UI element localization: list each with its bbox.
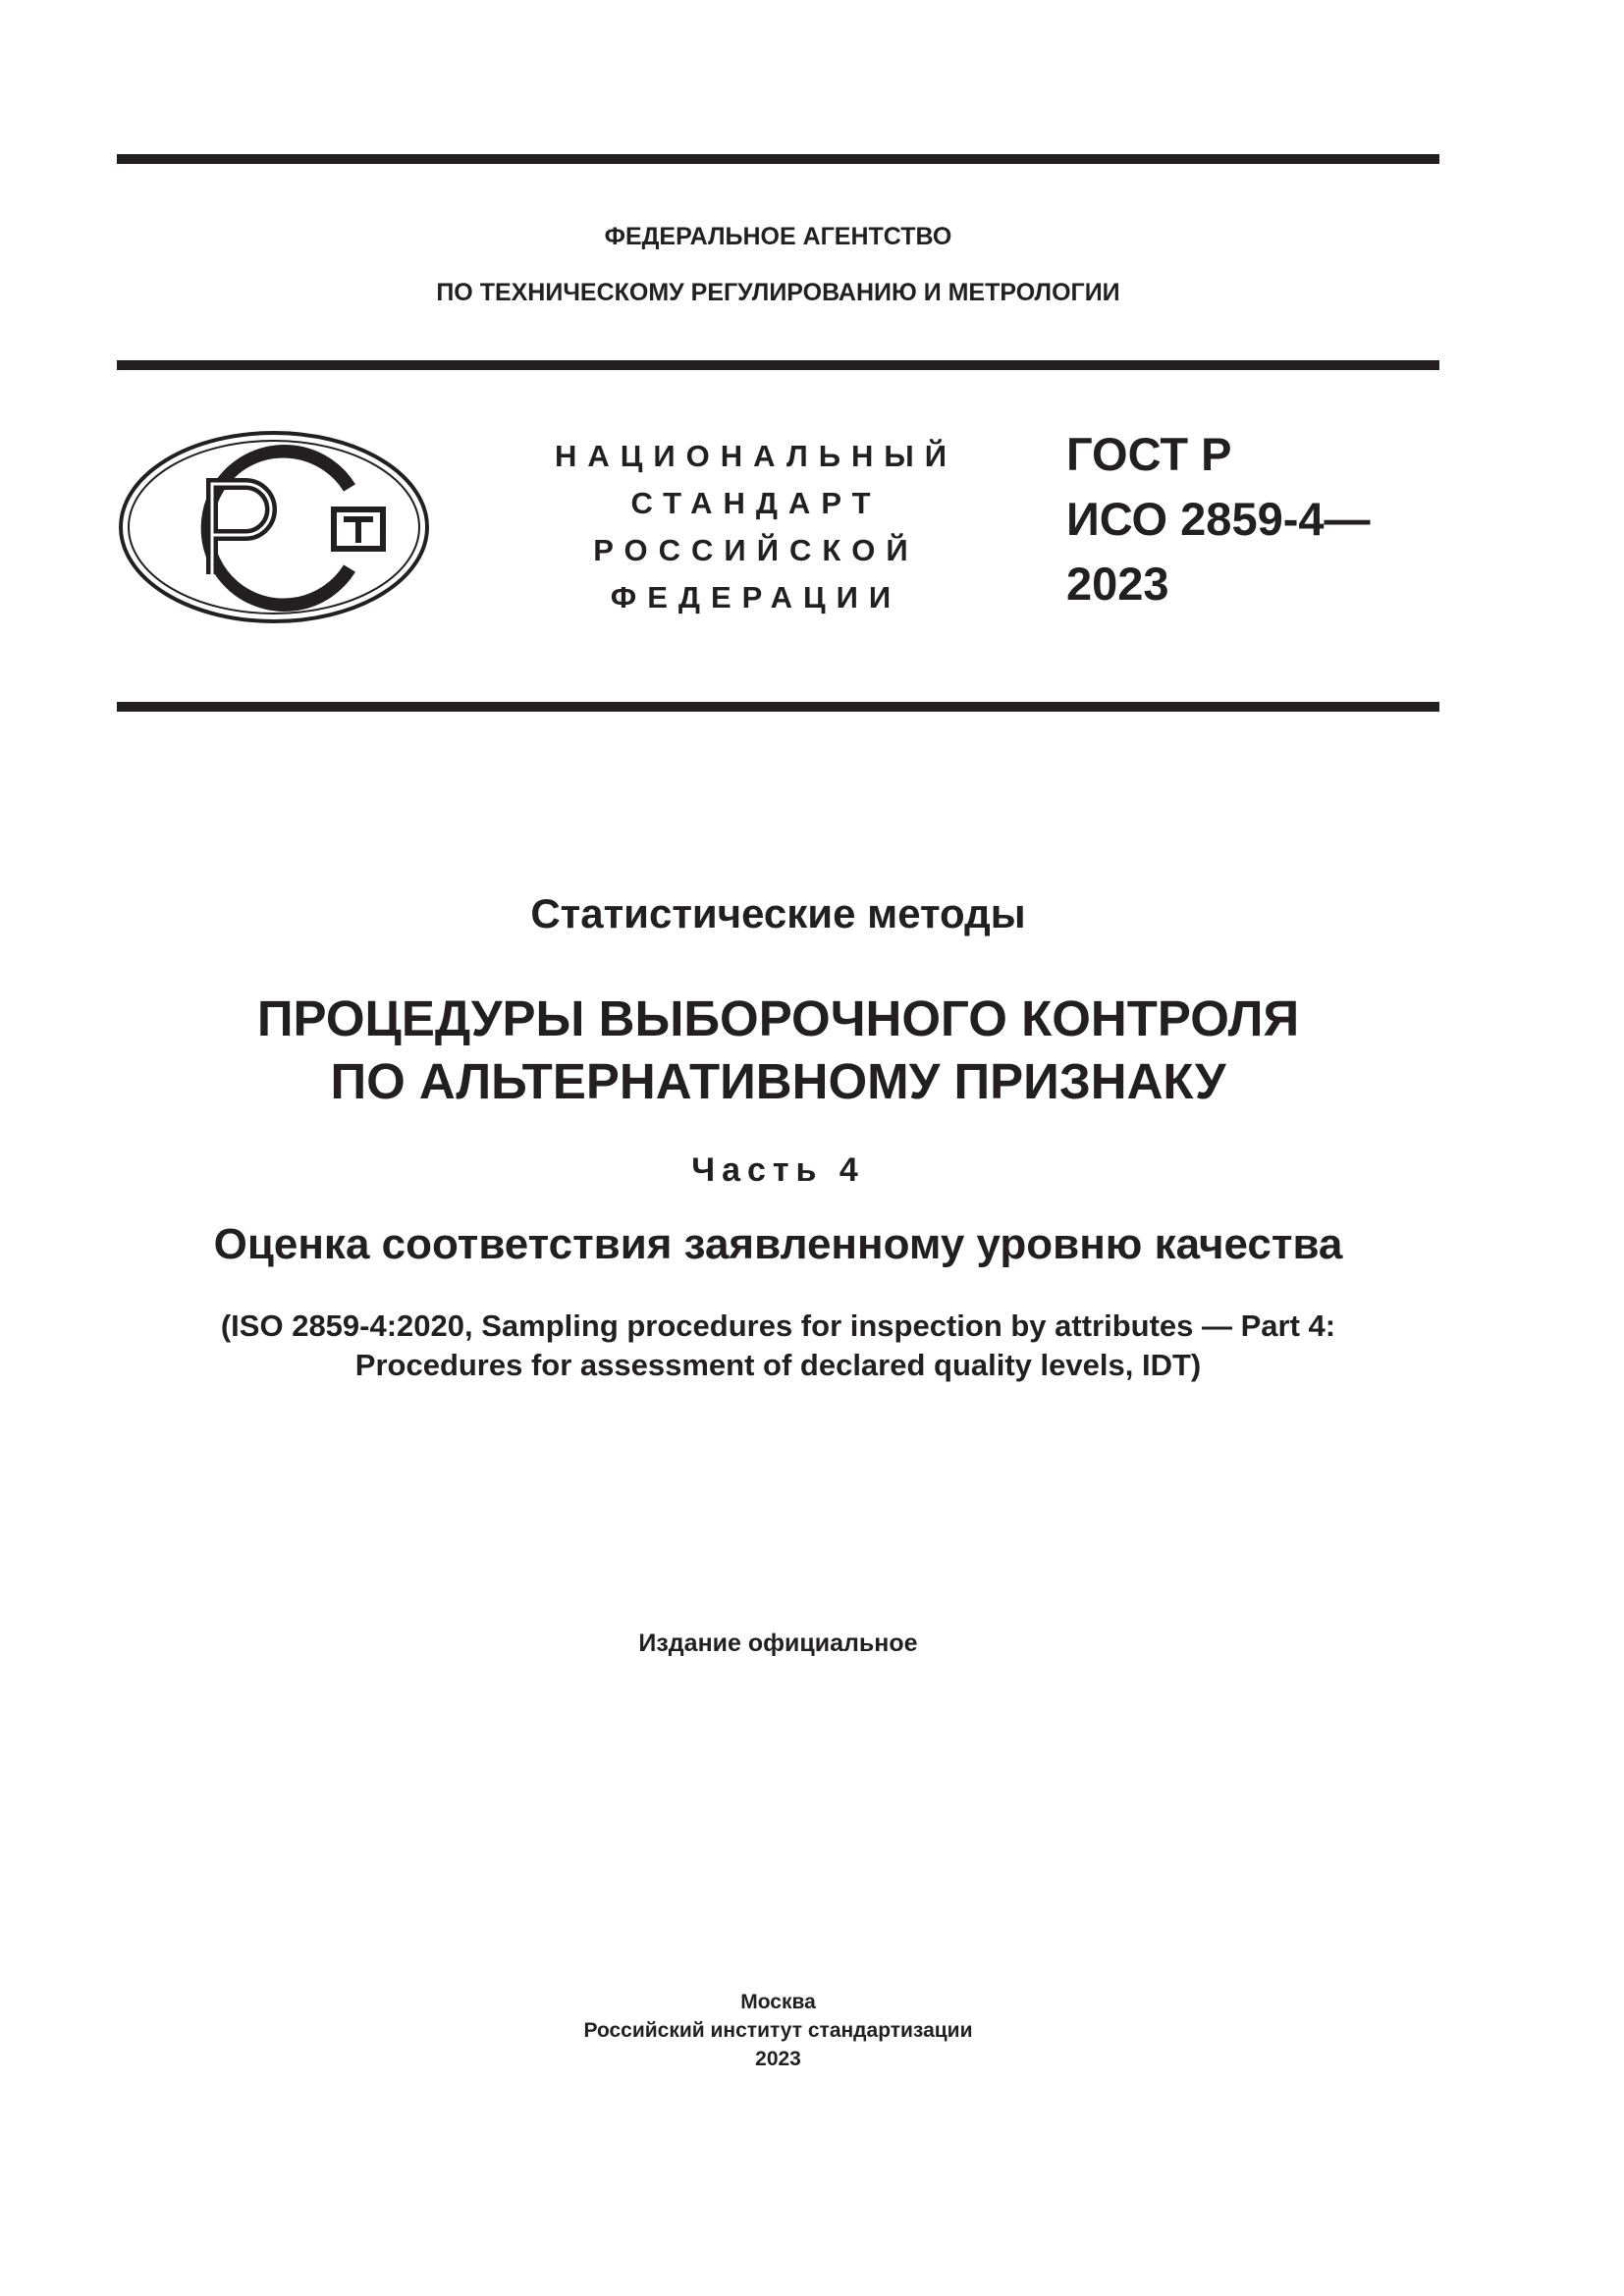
designation-line-1: ГОСТ Р — [1066, 428, 1232, 480]
part-title: Оценка соответствия заявленному уровню качества — [213, 1220, 1343, 1268]
standard-type-line-4: ФЕДЕРАЦИИ — [610, 580, 902, 614]
iso-reference-line-2: Procedures for assessment of declared quality levels, IDT) — [354, 1348, 1202, 1382]
agency-line-1: ФЕДЕРАЛЬНОЕ АГЕНТСТВО — [604, 223, 952, 250]
standard-designation — [1066, 422, 1439, 616]
main-title — [79, 988, 1478, 1113]
standard-type-line-3: РОССИЙСКОЙ — [593, 533, 919, 567]
rst-certification-mark-icon — [116, 429, 432, 625]
agency-name-2 — [117, 278, 1439, 307]
designation-line-2: ИСО 2859-4— — [1066, 493, 1371, 545]
imprint-publisher: Российский институт стандартизации — [583, 2019, 973, 2042]
main-title-line-1: ПРОЦЕДУРЫ ВЫБОРОЧНОГО КОНТРОЛЯ — [256, 990, 1300, 1046]
imprint-city: Москва — [740, 1991, 816, 2013]
edition-label: Издание официальное — [638, 1629, 918, 1657]
main-title-line-2: ПО АЛЬТЕРНАТИВНОМУ ПРИЗНАКУ — [330, 1053, 1226, 1109]
part-number: Часть 4 — [691, 1151, 865, 1189]
series-title: Статистические методы — [530, 890, 1026, 936]
standard-type-line-1: НАЦИОНАЛЬНЫЙ — [554, 439, 958, 473]
top-rule — [117, 154, 1439, 164]
standard-type-line-2: СТАНДАРТ — [630, 486, 882, 520]
agency-name — [117, 222, 1439, 251]
imprint — [79, 1988, 1478, 2073]
designation-line-3: 2023 — [1066, 558, 1169, 610]
agency-rule — [117, 360, 1439, 370]
iso-reference — [79, 1307, 1478, 1385]
standard-type — [520, 433, 992, 621]
header-bottom-rule — [117, 702, 1439, 712]
iso-reference-line-1: (ISO 2859-4:2020, Sampling procedures for inspection by attributes — Part 4: — [220, 1308, 1336, 1343]
imprint-year: 2023 — [755, 2048, 801, 2070]
agency-line-2: ПО ТЕХНИЧЕСКОМУ РЕГУЛИРОВАНИЮ И МЕТРОЛОГИИ — [436, 279, 1120, 306]
